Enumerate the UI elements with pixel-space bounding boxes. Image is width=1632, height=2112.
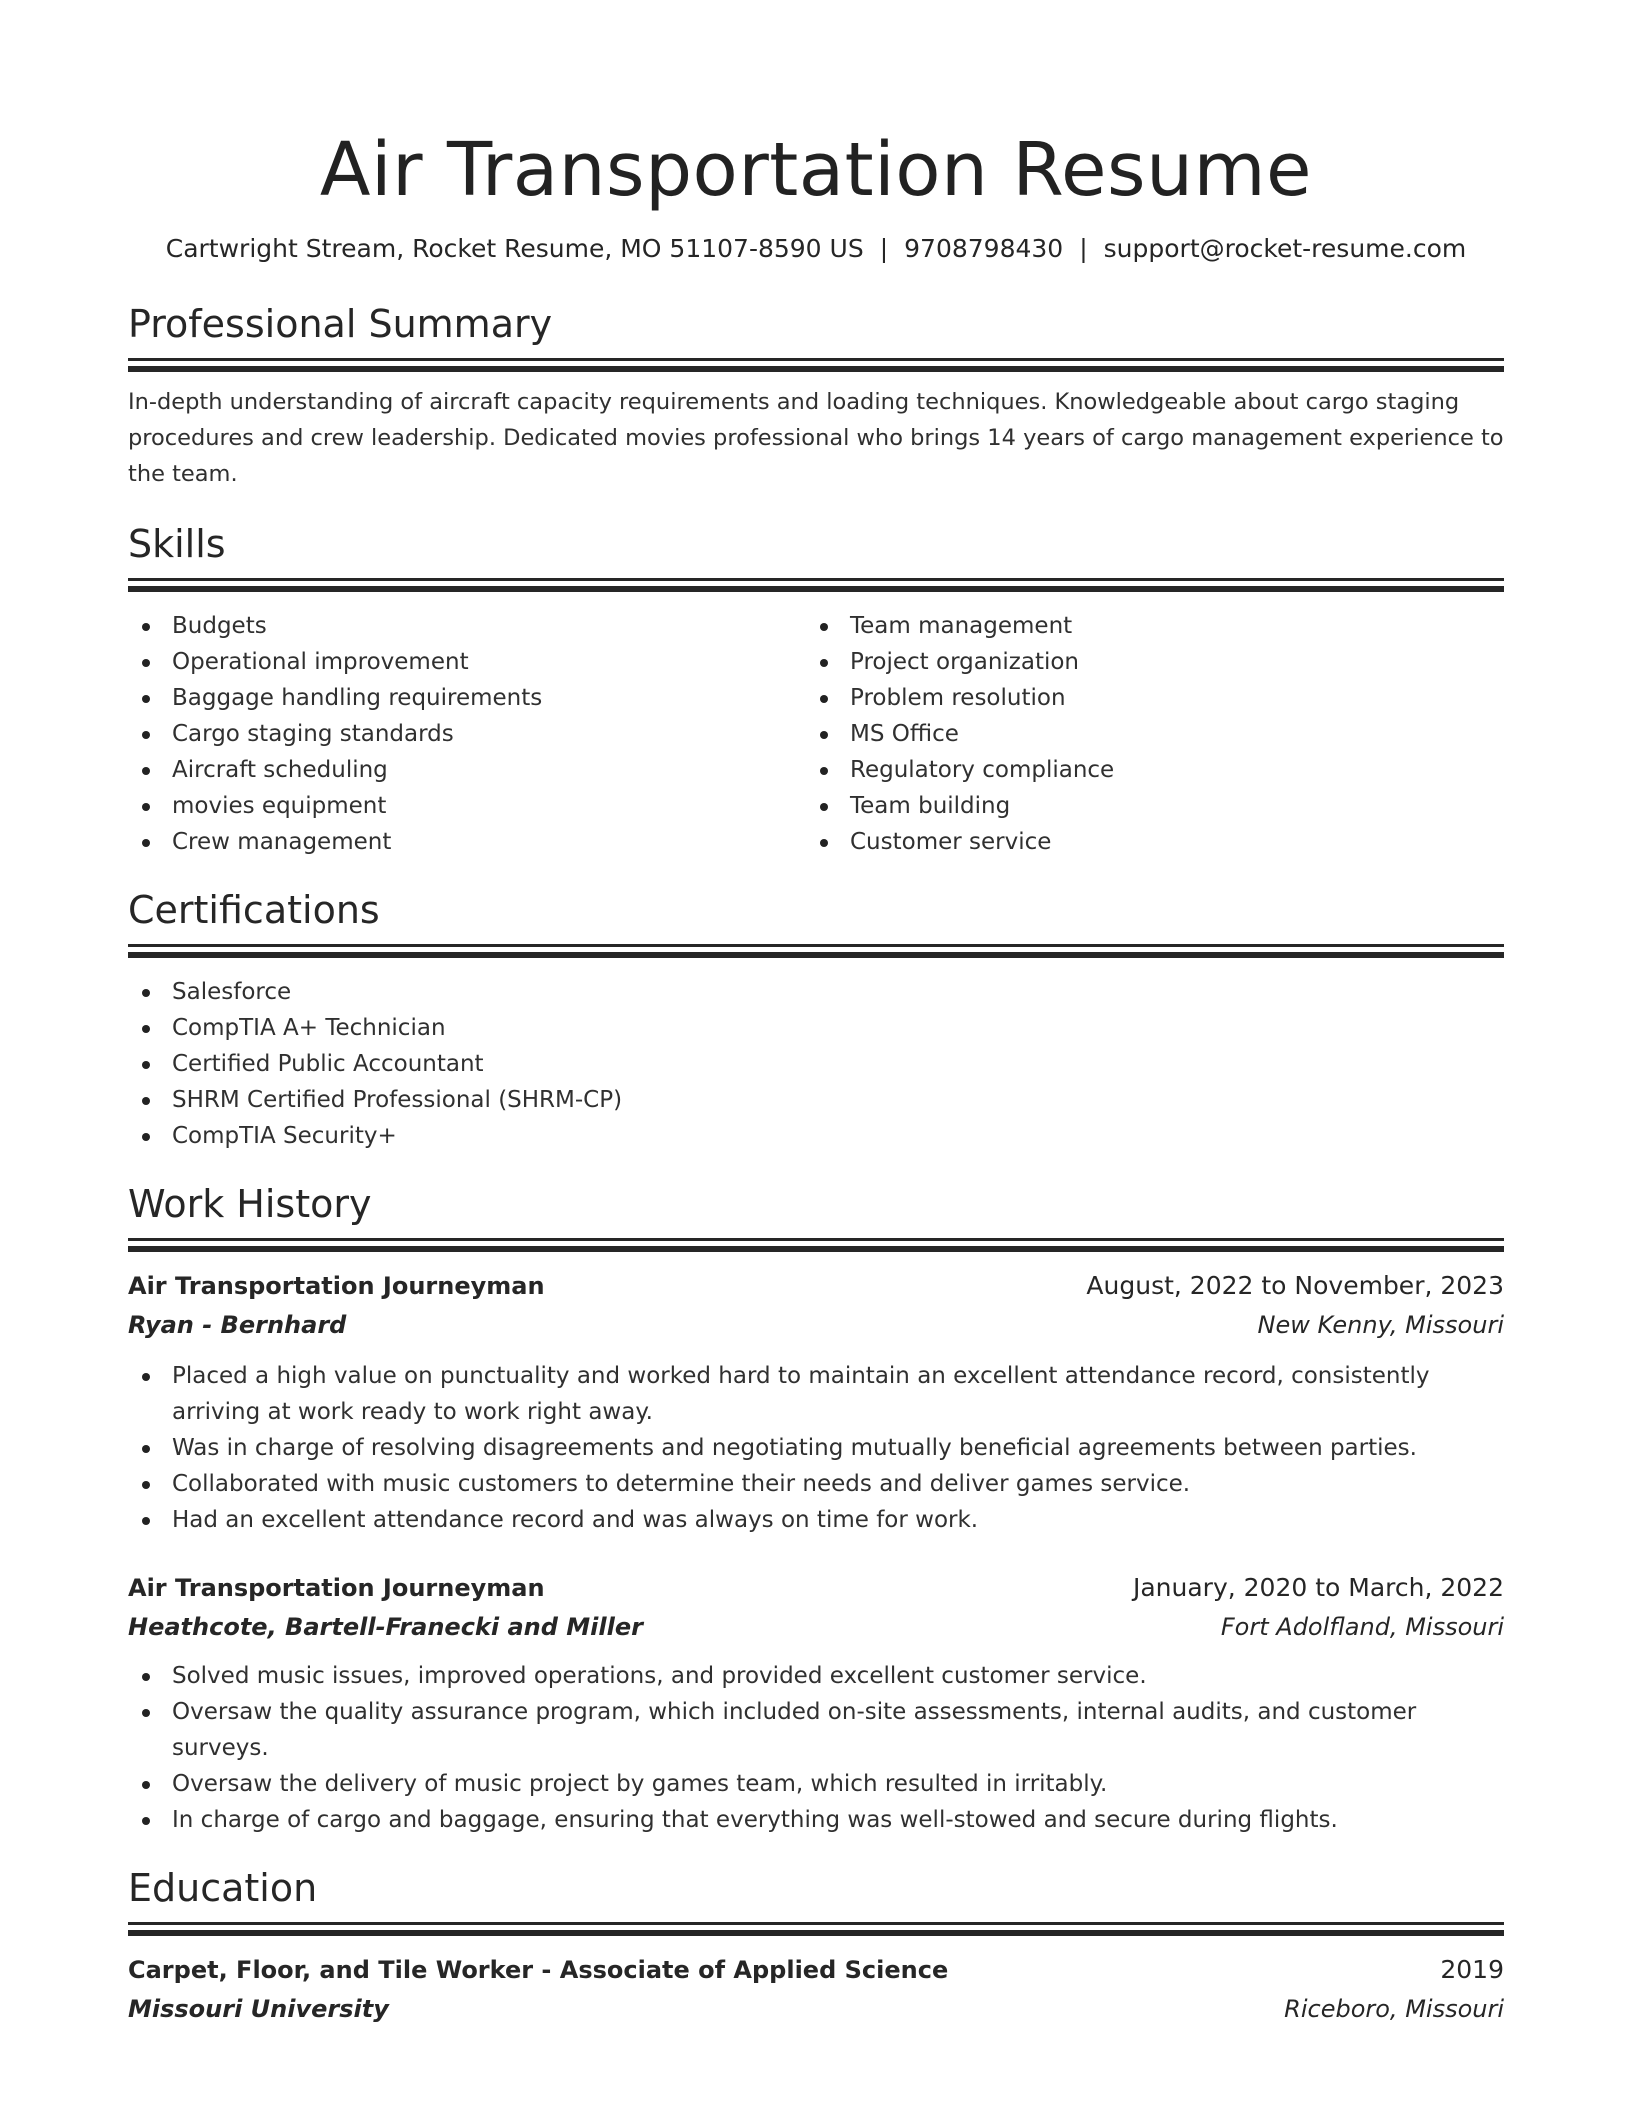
certifications-section (128, 886, 1504, 1154)
job-bullet: Placed a high value on punctuality and worked hard to maintain an excellent attendance record, consistently arriving at work ready to work right away. (128, 1358, 1504, 1430)
job-company: Ryan - Bernhard (128, 1311, 347, 1339)
education-header (128, 1950, 1504, 1990)
job-title: Air Transportation Journeyman (128, 1272, 545, 1300)
job-bullets (128, 1358, 1504, 1538)
skill-item: Budgets (128, 608, 806, 644)
contact-address: Cartwright Stream, Rocket Resume, MO 51107-8590 US (165, 234, 864, 263)
skill-item: Team management (806, 608, 1484, 644)
skill-item: Operational improvement (128, 644, 806, 680)
job-bullet: In charge of cargo and baggage, ensuring that everything was well-stowed and secure during flights. (128, 1802, 1504, 1838)
work-history-section (128, 1180, 1504, 1838)
skill-item: Crew management (128, 824, 806, 860)
contact-phone: 9708798430 (904, 234, 1064, 263)
job-title: Air Transportation Journeyman (128, 1574, 545, 1602)
job-bullet: Was in charge of resolving disagreements and negotiating mutually beneficial agreements between parties. (128, 1430, 1504, 1466)
job-entry (128, 1266, 1504, 1538)
resume-page (128, 0, 1504, 2028)
section-title-work-history: Work History (128, 1182, 372, 1226)
section-divider (128, 1922, 1504, 1925)
contact-email: support@rocket-resume.com (1103, 234, 1467, 263)
certification-item: Salesforce (128, 974, 1504, 1010)
section-title-certifications: Certifications (128, 888, 380, 932)
skill-item: Customer service (806, 824, 1484, 860)
section-divider (128, 944, 1504, 947)
contact-line (128, 232, 1504, 266)
section-divider (128, 578, 1504, 581)
skill-item: Aircraft scheduling (128, 752, 806, 788)
education-entry (128, 1950, 1504, 2028)
education-year: 2019 (1440, 1955, 1504, 1984)
certifications-list (128, 974, 1504, 1154)
education-subheader (128, 1990, 1504, 2028)
job-bullet: Oversaw the delivery of music project by games team, which resulted in irritably. (128, 1766, 1504, 1802)
section-title-skills: Skills (128, 522, 226, 566)
section-divider (128, 366, 1504, 372)
section-divider (128, 358, 1504, 361)
job-dates: January, 2020 to March, 2022 (1132, 1573, 1504, 1602)
section-divider (128, 1930, 1504, 1936)
skills-columns (128, 608, 1504, 860)
certification-item: CompTIA Security+ (128, 1118, 1504, 1154)
skill-item: movies equipment (128, 788, 806, 824)
job-entry (128, 1568, 1504, 1838)
skills-section (128, 520, 1504, 860)
job-dates: August, 2022 to November, 2023 (1086, 1271, 1504, 1300)
section-divider (128, 1246, 1504, 1252)
contact-separator: | (1079, 234, 1088, 263)
skill-item: Team building (806, 788, 1484, 824)
job-bullet: Had an excellent attendance record and was always on time for work. (128, 1502, 1504, 1538)
job-location: New Kenny, Missouri (1257, 1311, 1504, 1339)
section-divider (128, 1238, 1504, 1241)
education-school: Missouri University (128, 1995, 389, 2023)
skill-item: Cargo staging standards (128, 716, 806, 752)
section-divider (128, 586, 1504, 592)
job-header (128, 1568, 1504, 1608)
section-divider (128, 952, 1504, 958)
job-company: Heathcote, Bartell-Franecki and Miller (128, 1613, 643, 1641)
skill-item: Project organization (806, 644, 1484, 680)
job-bullet: Solved music issues, improved operations, and provided excellent customer service. (128, 1658, 1504, 1694)
education-degree: Carpet, Floor, and Tile Worker - Associate of Applied Science (128, 1956, 949, 1984)
certification-item: SHRM Certified Professional (SHRM-CP) (128, 1082, 1504, 1118)
summary-text: In-depth understanding of aircraft capacity requirements and loading techniques. Knowledgeable about cargo staging procedures and crew leadership. Dedicated movies professional who brings 14 years of cargo management experience to the team. (128, 389, 1504, 487)
job-bullet: Oversaw the quality assurance program, which included on-site assessments, internal audits, and customer surveys. (128, 1694, 1504, 1766)
job-subheader (128, 1608, 1504, 1646)
skill-item: Regulatory compliance (806, 752, 1484, 788)
job-bullet: Collaborated with music customers to determine their needs and deliver games service. (128, 1466, 1504, 1502)
certification-item: Certified Public Accountant (128, 1046, 1504, 1082)
job-bullets (128, 1658, 1504, 1838)
certification-item: CompTIA A+ Technician (128, 1010, 1504, 1046)
resume-title: Air Transportation Resume (319, 127, 1313, 213)
contact-separator: | (879, 234, 889, 263)
education-section (128, 1864, 1504, 2028)
section-title-education: Education (128, 1866, 318, 1910)
education-location: Riceboro, Missouri (1284, 1995, 1504, 2023)
skills-list-right (806, 608, 1484, 860)
skill-item: Baggage handling requirements (128, 680, 806, 716)
job-location: Fort Adolfland, Missouri (1220, 1613, 1504, 1641)
skills-list-left (128, 608, 806, 860)
job-header (128, 1266, 1504, 1306)
skill-item: MS Office (806, 716, 1484, 752)
section-title-summary: Professional Summary (128, 302, 553, 346)
skill-item: Problem resolution (806, 680, 1484, 716)
summary-section (128, 300, 1504, 492)
job-subheader (128, 1306, 1504, 1344)
